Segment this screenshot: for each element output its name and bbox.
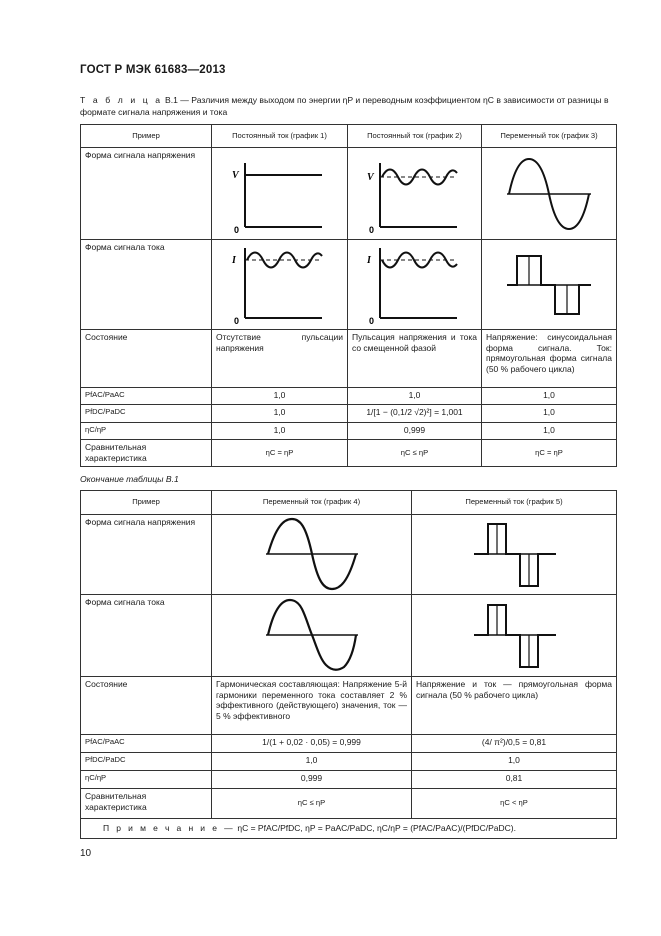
note-text: ηC = PfAC/PfDC, ηP = PaAC/PaDC, ηC/ηP = (PfAC/PaAC)/(PfDC/PaDC).: [237, 823, 517, 834]
row-label-comparison: Сравнительная характеристика: [81, 789, 212, 819]
ripple-wave-shifted: [382, 252, 457, 267]
state-graph-3: Напряжение: синусоидальная форма сигнала. Ток: прямоугольная форма сигнала (50 % рабочего цикла): [482, 330, 617, 388]
state-graph-2: Пульсация напряжения и тока со смещенной фазой: [348, 330, 482, 388]
row-label-eta: ηC/ηP: [81, 423, 212, 440]
continuation-caption: Окончание таблицы В.1: [80, 474, 179, 484]
pac-graph-4: 1/(1 + 0,02 · 0,05) = 0,999: [212, 735, 412, 753]
table-b1-continued: [80, 490, 617, 839]
eta-graph-3: 1,0: [482, 423, 617, 440]
comp-graph-4: ηC ≤ ηP: [212, 789, 412, 819]
row-label-comparison: Сравнительная характеристика: [81, 440, 212, 467]
row-label-eta: ηC/ηP: [81, 771, 212, 789]
axis-label-i: I: [231, 254, 236, 266]
comp-graph-1: ηC = ηP: [212, 440, 348, 467]
comp-graph-5: ηC < ηP: [412, 789, 617, 819]
row-label-current: Форма сигнала тока: [81, 595, 212, 677]
table-caption: [80, 95, 620, 118]
graph-2-current: [348, 240, 482, 330]
graph-5-current: [412, 595, 617, 677]
col-header-graph-3: Переменный ток (график 3): [482, 125, 617, 148]
graph-4-current: [212, 595, 412, 677]
state-graph-1: Отсутствие пульсации напряжения: [212, 330, 348, 388]
table-note: [81, 819, 617, 839]
axis-label-i: I: [366, 254, 371, 266]
graph-3-voltage: [482, 148, 617, 240]
pac-graph-5: (4/ π²)/0,5 = 0,81: [412, 735, 617, 753]
graph-5-voltage: [412, 515, 617, 595]
page-number: 10: [80, 848, 92, 859]
pdc-graph-1: 1,0: [212, 405, 348, 423]
pac-graph-3: 1,0: [482, 388, 617, 405]
eta-graph-4: 0,999: [212, 771, 412, 789]
col-header-example: Пример: [81, 125, 212, 148]
pac-graph-2: 1,0: [348, 388, 482, 405]
row-label-current: Форма сигнала тока: [81, 240, 212, 330]
row-label-voltage: Форма сигнала напряжения: [81, 148, 212, 240]
col-header-graph-5: Переменный ток (график 5): [412, 491, 617, 515]
state-graph-4: Гармоническая составляющая: Напряжение 5-й гармоники переменного тока составляет 2 % эффективного (действующего) значения, ток — 5 % эффективного: [212, 677, 412, 735]
ripple-wave: [382, 169, 457, 184]
pdc-graph-3: 1,0: [482, 405, 617, 423]
comp-graph-2: ηC ≤ ηP: [348, 440, 482, 467]
graph-2-voltage: [348, 148, 482, 240]
col-header-graph-1: Постоянный ток (график 1): [212, 125, 348, 148]
eta-graph-1: 1,0: [212, 423, 348, 440]
row-label-pdc: PfDC/PaDC: [81, 405, 212, 423]
graph-3-current: [482, 240, 617, 330]
row-label-pac: PfAC/PaAC: [81, 735, 212, 753]
comp-graph-3: ηC = ηP: [482, 440, 617, 467]
ripple-wave: [247, 252, 322, 267]
axis-label-zero: 0: [368, 224, 374, 235]
eta-graph-2: 0,999: [348, 423, 482, 440]
state-graph-5: Напряжение и ток — прямоугольная форма сигнала (50 % рабочего цикла): [412, 677, 617, 735]
pdc-graph-5: 1,0: [412, 753, 617, 771]
note-prefix: П р и м е ч а н и е —: [103, 823, 235, 834]
graph-1-current: [212, 240, 348, 330]
col-header-example: Пример: [81, 491, 212, 515]
graph-4-voltage: [212, 515, 412, 595]
axis-label-v: V: [366, 171, 374, 183]
axis-label-zero: 0: [368, 315, 374, 326]
caption-prefix: Т а б л и ц а: [80, 95, 163, 105]
eta-graph-5: 0,81: [412, 771, 617, 789]
row-label-state: Состояние: [81, 330, 212, 388]
square-wave: [474, 605, 556, 667]
axis-label-zero: 0: [233, 224, 239, 235]
caption-text: В.1 — Различия между выходом по энергии ηP и переводным коэффициентом ηC в зависимости от разницы в формате сигнала напряжения и тока: [80, 95, 609, 117]
row-label-pdc: PfDC/PaDC: [81, 753, 212, 771]
col-header-graph-4: Переменный ток (график 4): [212, 491, 412, 515]
document-header: ГОСТ Р МЭК 61683—2013: [80, 64, 226, 76]
pdc-graph-4: 1,0: [212, 753, 412, 771]
row-label-state: Состояние: [81, 677, 212, 735]
graph-1-voltage: [212, 148, 348, 240]
row-label-pac: PfAC/PaAC: [81, 388, 212, 405]
square-wave: [474, 524, 556, 586]
pac-graph-1: 1,0: [212, 388, 348, 405]
axis-label-v: V: [231, 169, 239, 181]
col-header-graph-2: Постоянный ток (график 2): [348, 125, 482, 148]
table-b1: [80, 124, 617, 467]
pdc-graph-2: 1/[1 − (0,1/2 √2)²] = 1,001: [348, 405, 482, 423]
axis-label-zero: 0: [233, 315, 239, 326]
row-label-voltage: Форма сигнала напряжения: [81, 515, 212, 595]
